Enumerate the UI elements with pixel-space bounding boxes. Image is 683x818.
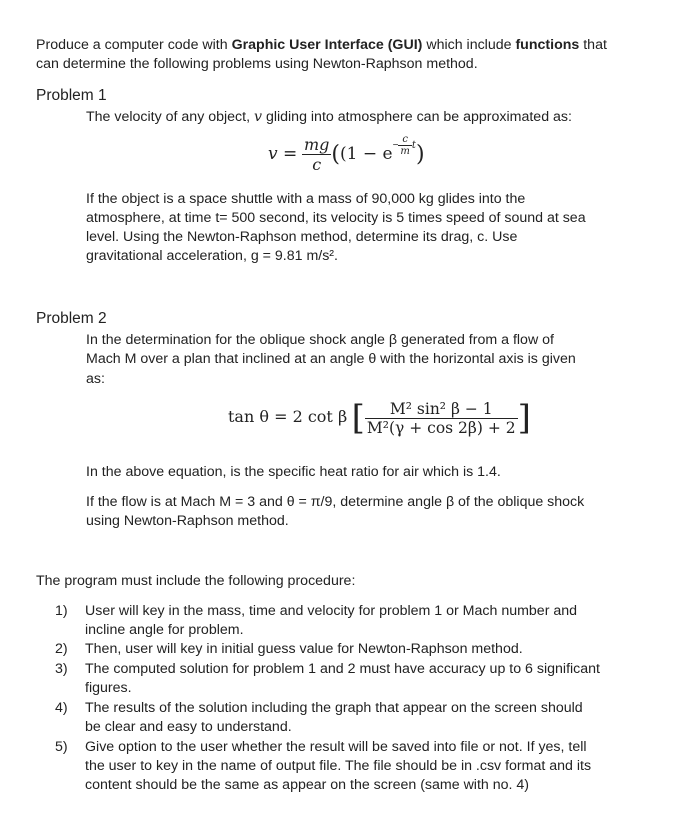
- problem-1-para-line-3: level. Using the Newton-Raphson method, determine its drag, c. Use: [86, 229, 518, 245]
- problem-1-para-line-1: If the object is a space shuttle with a mass of 90,000 kg glides into the: [86, 191, 526, 207]
- intro-bold-gui: Graphic User Interface (GUI): [231, 37, 423, 53]
- problem-2-para-line-2: Mach M over a plan that inclined at an angle θ with the horizontal axis is given: [86, 351, 576, 367]
- problem-2-para-2: In the above equation, is the specific heat ratio for air which is 1.4.: [86, 464, 501, 480]
- problem-1-heading: Problem 1: [36, 87, 107, 104]
- problem-2-para-line-3: as:: [86, 371, 105, 387]
- problem-2-para-3-line-1: If the flow is at Mach M = 3 and θ = π/9, determine angle β of the oblique shock: [86, 494, 585, 510]
- problem-2-para-line-1: In the determination for the oblique shock angle β generated from a flow of: [86, 332, 554, 348]
- problem-2-equation: tan θ = 2 cot β [ $\frac{\text{M² sin² β − 1}}{\text{M²(γ + cos 2β) + 2}}$ ]: [228, 398, 531, 438]
- problem-2-heading: Problem 2: [36, 310, 107, 327]
- problem-1-equation: v = $\frac{mg}{c}$ ($(1 - e^{- \frac{c}{m} t})$: [268, 134, 425, 174]
- problem-1-para-line-4: gravitational acceleration, g = 9.81 m/s².: [86, 248, 338, 264]
- intro-line-2: can determine the following problems using Newton-Raphson method.: [36, 56, 478, 72]
- problem-1-intro: The velocity of any object, v gliding into atmosphere can be approximated as:: [86, 109, 572, 125]
- problem-1-para-line-2: atmosphere, at time t= 500 second, its velocity is 5 times speed of sound at sea: [86, 210, 586, 226]
- procedure-heading: The program must include the following procedure:: [36, 573, 356, 589]
- intro-bold-functions: functions: [515, 37, 580, 53]
- problem-2-para-3-line-2: using Newton-Raphson method.: [86, 513, 289, 529]
- intro-line-1: Produce a computer code with Graphic User Interface (GUI) which include functions that: [36, 37, 607, 53]
